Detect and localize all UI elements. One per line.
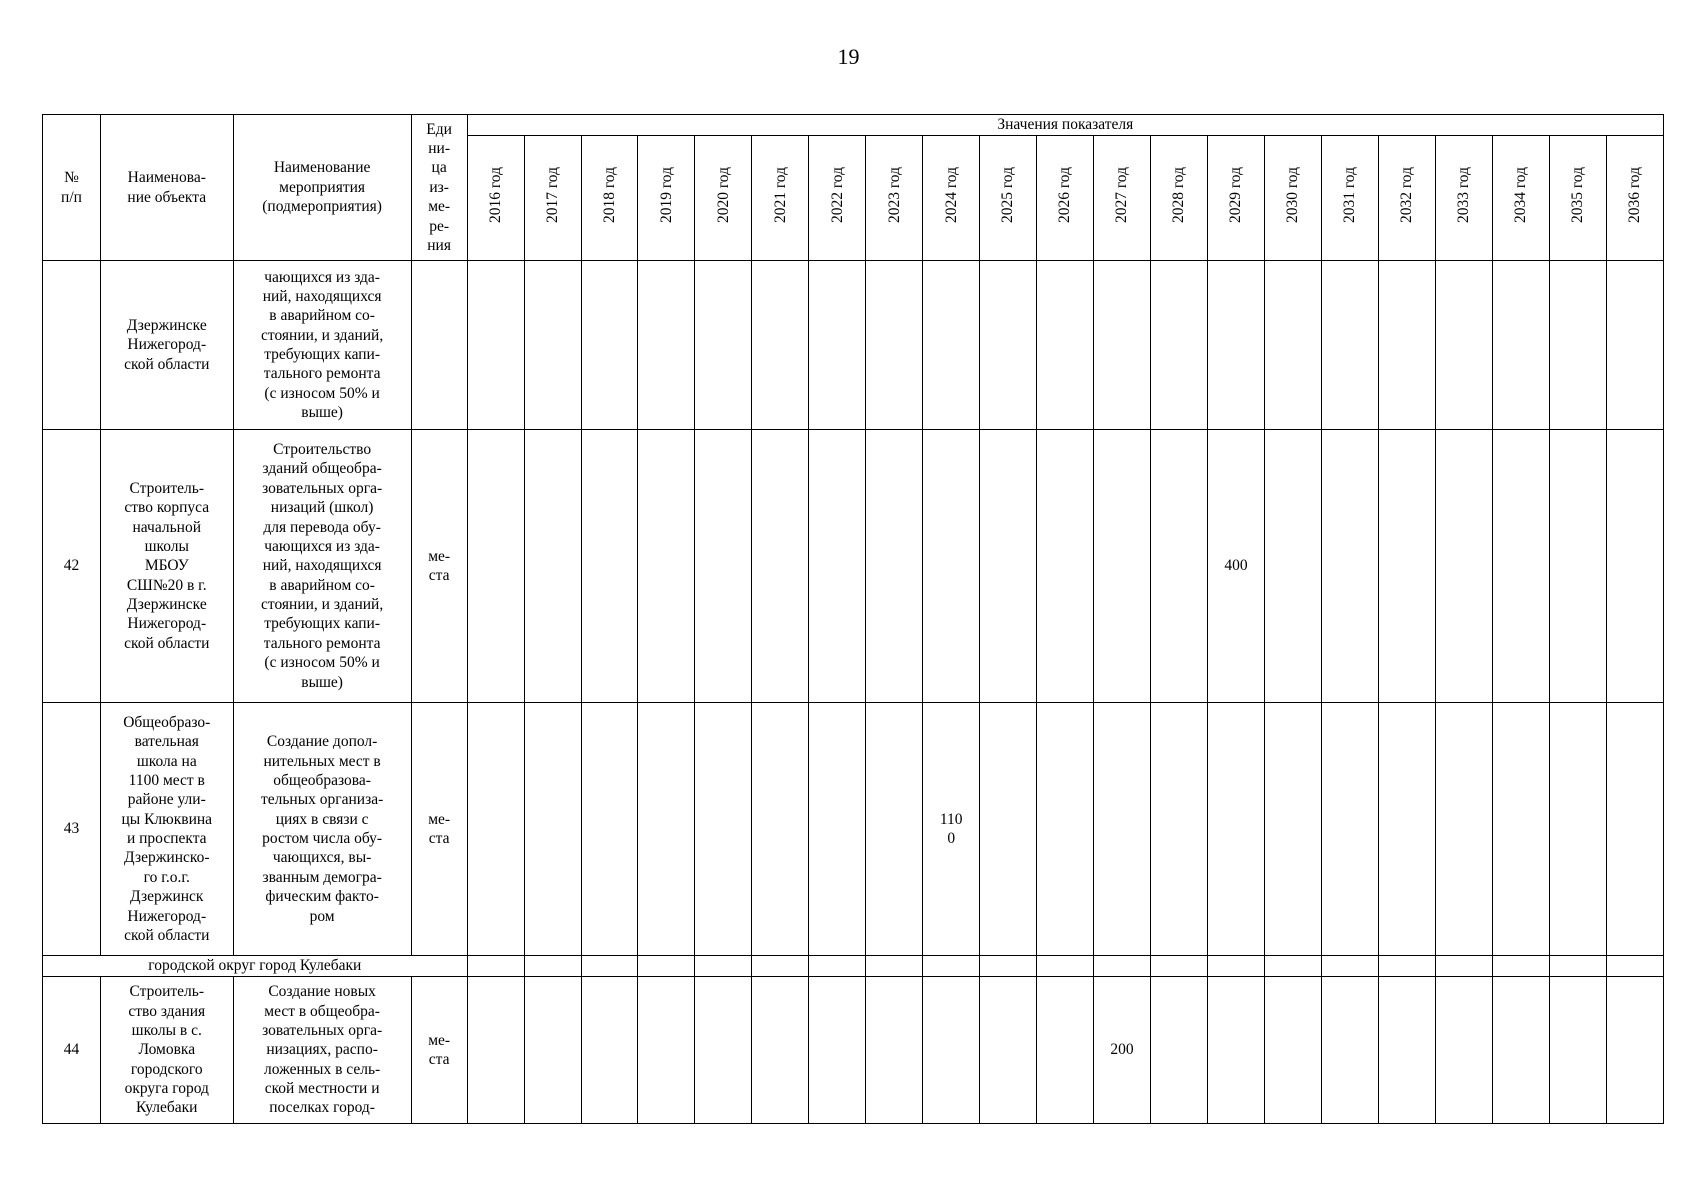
value-cell	[1321, 977, 1378, 1124]
value-cell	[1321, 261, 1378, 430]
value-cell	[1321, 703, 1378, 956]
value-cell	[695, 261, 752, 430]
value-cell	[581, 261, 638, 430]
value-cell	[1207, 703, 1264, 956]
value-cell-2029: 400	[1207, 430, 1264, 703]
year-header: 2029 год	[1207, 136, 1264, 261]
value-cell	[524, 956, 581, 977]
value-cell	[866, 430, 923, 703]
table-row	[43, 703, 1664, 956]
value-cell	[467, 956, 524, 977]
value-cell	[1264, 261, 1321, 430]
value-cell	[752, 261, 809, 430]
value-cell	[1492, 977, 1549, 1124]
value-cell	[581, 430, 638, 703]
value-cell	[1606, 956, 1663, 977]
value-cell	[1492, 703, 1549, 956]
district-row	[43, 956, 1664, 977]
row-num: 44	[43, 977, 101, 1124]
value-cell	[638, 430, 695, 703]
value-cell	[1207, 977, 1264, 1124]
event-name-cell: Создание новых мест в общеобра- зовательных орга- низациях, распо- ложенных в сель- ской местности и поселках город-	[233, 977, 411, 1124]
value-cell	[1321, 430, 1378, 703]
value-cell	[1037, 977, 1094, 1124]
value-cell	[695, 430, 752, 703]
object-name-cell: Дзержинске Нижегород- ской области	[100, 261, 233, 430]
object-name-cell: Общеобразо- вательная школа на 1100 мест в районе ули- цы Клюквина и проспекта Дзержинско- го г.о.г. Дзержинск Нижегород- ской области	[100, 703, 233, 956]
value-cell	[1264, 703, 1321, 956]
value-cell	[1435, 703, 1492, 956]
value-cell	[638, 261, 695, 430]
unit-cell: ме- ста	[411, 430, 467, 703]
value-cell	[581, 703, 638, 956]
value-cell	[1037, 703, 1094, 956]
year-header: 2031 год	[1321, 136, 1378, 261]
value-cell	[1151, 956, 1208, 977]
year-header: 2026 год	[1037, 136, 1094, 261]
value-cell	[467, 977, 524, 1124]
value-cell	[923, 956, 980, 977]
value-cell	[1435, 977, 1492, 1124]
value-cell	[695, 703, 752, 956]
year-header: 2017 год	[524, 136, 581, 261]
value-cell	[524, 703, 581, 956]
value-cell	[638, 956, 695, 977]
value-cell	[809, 977, 866, 1124]
unit-cell: ме- ста	[411, 703, 467, 956]
value-cell	[1606, 977, 1663, 1124]
row-num: 43	[43, 703, 101, 956]
value-cell	[524, 430, 581, 703]
table-row	[43, 430, 1664, 703]
value-cell	[1435, 261, 1492, 430]
value-cell	[1378, 977, 1435, 1124]
value-cell	[1151, 430, 1208, 703]
year-header: 2022 год	[809, 136, 866, 261]
value-cell	[809, 430, 866, 703]
value-cell	[638, 703, 695, 956]
value-cell	[695, 977, 752, 1124]
value-cell	[1037, 430, 1094, 703]
header-event-name: Наименование мероприятия (подмероприятия)	[233, 115, 411, 261]
value-cell	[923, 977, 980, 1124]
header-object-name: Наименова- ние объекта	[100, 115, 233, 261]
value-cell	[1207, 261, 1264, 430]
indicators-table	[42, 114, 1664, 1124]
value-cell	[866, 956, 923, 977]
header-unit: Еди ни- ца из- ме- ре- ния	[411, 115, 467, 261]
value-cell	[980, 956, 1037, 977]
value-cell	[1094, 261, 1151, 430]
value-cell	[1094, 703, 1151, 956]
value-cell	[1094, 956, 1151, 977]
value-cell	[1606, 430, 1663, 703]
row-num	[43, 261, 101, 430]
event-name-cell: Создание допол- нительных мест в общеобразова- тельных организа- циях в связи с ростом числа обу- чающихся, вы- званным демогра- фическим факто- ром	[233, 703, 411, 956]
year-header: 2025 год	[980, 136, 1037, 261]
object-name-cell: Строитель- ство корпуса начальной школы МБОУ СШ№20 в г. Дзержинске Нижегород- ской области	[100, 430, 233, 703]
value-cell	[1264, 956, 1321, 977]
year-header: 2034 год	[1492, 136, 1549, 261]
value-cell	[809, 261, 866, 430]
event-name-cell: чающихся из зда- ний, находящихся в аварийном со- стоянии, и зданий, требующих капи- тального ремонта (с износом 50% и выше)	[233, 261, 411, 430]
header-values-label: Значения показателя	[467, 115, 1663, 136]
value-cell	[1264, 430, 1321, 703]
value-cell	[1549, 261, 1606, 430]
year-header: 2021 год	[752, 136, 809, 261]
value-cell	[467, 430, 524, 703]
year-header: 2018 год	[581, 136, 638, 261]
value-cell	[1549, 703, 1606, 956]
value-cell	[467, 261, 524, 430]
value-cell	[581, 977, 638, 1124]
value-cell	[1264, 977, 1321, 1124]
value-cell	[1037, 956, 1094, 977]
value-cell	[467, 703, 524, 956]
value-cell	[524, 261, 581, 430]
header-num: № п/п	[43, 115, 101, 261]
unit-cell	[411, 261, 467, 430]
value-cell	[752, 977, 809, 1124]
value-cell	[1492, 430, 1549, 703]
value-cell	[1549, 430, 1606, 703]
value-cell	[1549, 956, 1606, 977]
value-cell	[1378, 703, 1435, 956]
year-header: 2023 год	[866, 136, 923, 261]
value-cell	[695, 956, 752, 977]
header-row-1	[43, 115, 1664, 136]
year-header: 2027 год	[1094, 136, 1151, 261]
value-cell	[524, 977, 581, 1124]
value-cell-2024: 1100	[923, 703, 980, 956]
event-name-cell: Строительство зданий общеобра- зовательных орга- низаций (школ) для перевода обу- чающихся из зда- ний, находящихся в аварийном со- стоянии, и зданий, требующих капи- тального ремонта (с износом 50% и выше)	[233, 430, 411, 703]
value-cell	[923, 430, 980, 703]
year-header: 2028 год	[1151, 136, 1208, 261]
value-cell	[980, 977, 1037, 1124]
value-cell	[866, 977, 923, 1124]
value-cell	[581, 956, 638, 977]
value-cell	[1492, 261, 1549, 430]
year-header: 2036 год	[1606, 136, 1663, 261]
value-cell	[1435, 956, 1492, 977]
year-header: 2035 год	[1549, 136, 1606, 261]
value-cell	[1378, 430, 1435, 703]
value-cell	[1151, 703, 1208, 956]
year-header: 2032 год	[1378, 136, 1435, 261]
value-cell	[1151, 261, 1208, 430]
value-cell	[980, 261, 1037, 430]
value-cell	[1435, 430, 1492, 703]
value-cell	[1151, 977, 1208, 1124]
year-header: 2024 год	[923, 136, 980, 261]
value-cell	[1207, 956, 1264, 977]
value-cell	[1378, 956, 1435, 977]
value-cell-2027: 200	[1094, 977, 1151, 1124]
value-cell	[1037, 261, 1094, 430]
page-number: 19	[837, 44, 860, 69]
value-cell	[980, 430, 1037, 703]
table-row	[43, 261, 1664, 430]
value-cell	[752, 703, 809, 956]
value-cell	[752, 430, 809, 703]
year-header: 2019 год	[638, 136, 695, 261]
value-cell	[923, 261, 980, 430]
value-cell	[1321, 956, 1378, 977]
value-cell	[1549, 977, 1606, 1124]
value-cell	[1094, 430, 1151, 703]
year-header: 2016 год	[467, 136, 524, 261]
value-cell	[1606, 261, 1663, 430]
value-cell	[1378, 261, 1435, 430]
object-name-cell: Строитель- ство здания школы в с. Ломовка городского округа город Кулебаки	[100, 977, 233, 1124]
value-cell	[809, 703, 866, 956]
year-header: 2030 год	[1264, 136, 1321, 261]
table-row	[43, 977, 1664, 1124]
value-cell	[752, 956, 809, 977]
value-cell	[809, 956, 866, 977]
year-header: 2020 год	[695, 136, 752, 261]
value-cell	[1492, 956, 1549, 977]
value-cell	[1606, 703, 1663, 956]
unit-cell: ме- ста	[411, 977, 467, 1124]
district-label: городской округ город Кулебаки	[43, 956, 468, 977]
value-cell	[638, 977, 695, 1124]
year-header: 2033 год	[1435, 136, 1492, 261]
value-cell	[980, 703, 1037, 956]
value-cell	[866, 261, 923, 430]
row-num: 42	[43, 430, 101, 703]
value-cell	[866, 703, 923, 956]
